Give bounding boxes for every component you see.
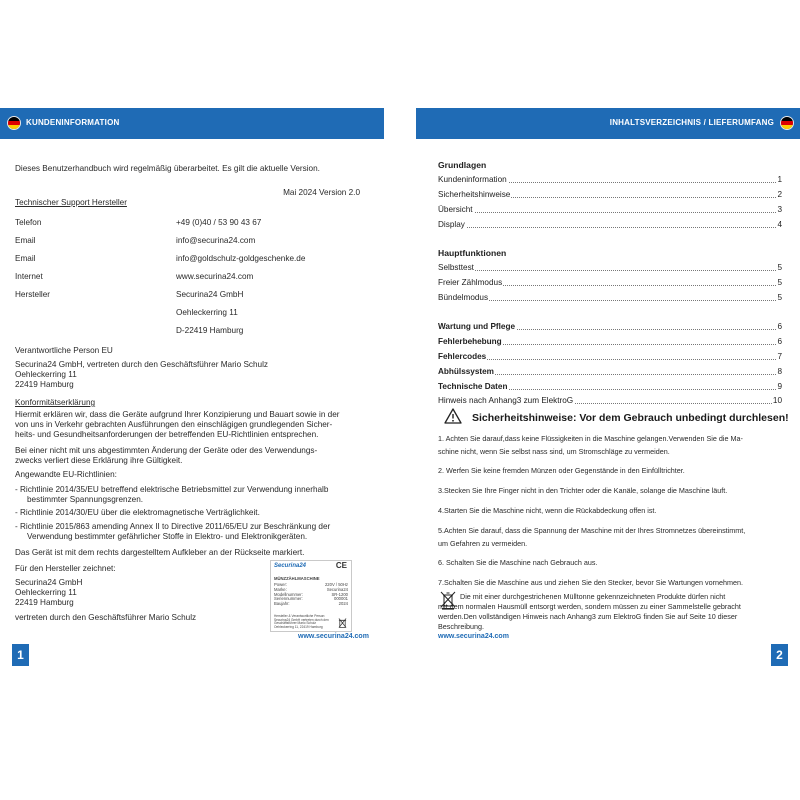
label-key: Seriennummer: — [274, 596, 303, 602]
safety-item: 3.Stecken Sie Ihre Finger nicht in den Trichter oder die Kanäle, solange die Maschine läuft. — [438, 486, 728, 495]
toc-entry-page: 7 — [777, 352, 782, 361]
toc-entry-name: Wartung und Pflege — [438, 322, 516, 331]
ce-mark: CE — [335, 561, 347, 570]
contact-value: www.securina24.com — [176, 272, 254, 281]
directive-item: - Richtlinie 2015/863 amending Annex II to Directive 2011/65/EU zur Beschränkung der — [15, 522, 331, 531]
safety-item: 1. Achten Sie darauf,dass keine Flüssigkeiten in die Maschine gelangen.Verwenden Sie die Ma- — [438, 434, 743, 443]
label-value: Securina24 — [326, 586, 348, 592]
eu-person-heading: Verantwortliche Person EU — [15, 346, 113, 355]
label-table — [274, 583, 348, 607]
validity-line: zwecks verliert diese Erklärung ihre Gültigkeit. — [15, 456, 183, 465]
validity-line: Bei einer nicht mit uns abgestimmten Änderung der Geräte oder des Verwendungs- — [15, 446, 318, 455]
disposal-line: werden.Den vollständigen Hinweis nach Anhang3 zum ElektroG finden Sie auf Seite 10 dieser — [438, 612, 738, 621]
label-value: 000001 — [334, 596, 348, 602]
support-heading: Technischer Support Hersteller — [15, 198, 127, 207]
safety-title: Sicherheitshinweise: Vor dem Gebrauch unbedingt durchlesen! — [472, 412, 789, 424]
safety-item: 7.Schalten Sie die Maschine aus und ziehen Sie den Stecker, bevor Sie Wartungen vornehmen. — [438, 578, 743, 587]
toc-entry[interactable] — [438, 174, 782, 185]
sticker-note: Das Gerät ist mit dem rechts dargestelltem Aufkleber an der Rückseite markiert. — [15, 548, 305, 557]
contact-label: Telefon — [15, 218, 42, 227]
intro-text: Dieses Benutzerhandbuch wird regelmäßig überarbeitet. Es gilt die aktuelle Version. — [15, 164, 320, 173]
signed-line: Securina24 GmbH — [15, 578, 83, 587]
toc-entry[interactable] — [438, 277, 782, 288]
contact-label: Hersteller — [15, 290, 51, 299]
toc-entry-page: 4 — [777, 220, 782, 229]
eu-person-line: Oehleckerring 11 — [15, 370, 77, 379]
website-footer: www.securina24.com — [298, 633, 369, 640]
manufacturer-address: D-22419 Hamburg — [176, 326, 244, 335]
contact-label: Email — [15, 236, 36, 245]
toc-entry-page: 2 — [777, 190, 782, 199]
label-title: MÜNZZÄHLMASCHINE — [274, 576, 320, 581]
page-number: 1 — [12, 644, 29, 666]
toc-entry-page: 8 — [777, 367, 782, 376]
toc-entry-page: 9 — [777, 382, 782, 391]
page-title: KUNDENINFORMATION — [26, 118, 120, 127]
contact-label: Internet — [15, 272, 43, 281]
safety-item: 4.Starten Sie die Maschine nicht, wenn die Rückabdeckung offen ist. — [438, 506, 657, 515]
toc-entry-page: 3 — [777, 205, 782, 214]
page-1 — [0, 108, 384, 666]
toc-entry[interactable] — [438, 204, 782, 215]
toc-entry[interactable] — [438, 395, 782, 406]
label-key: Power: — [274, 582, 288, 587]
directive-item: - Richtlinie 2014/35/EU betreffend elektrische Betriebsmittel zur Verwendung innerhalb — [15, 485, 329, 494]
contact-value: Securina24 GmbH — [176, 290, 244, 299]
safety-item: 5.Achten Sie darauf, dass die Spannung der Maschine mit der Ihres Stromnetzes übereinstimmt, — [438, 526, 746, 535]
toc-entry-name: Bündelmodus — [438, 293, 489, 302]
page-number: 2 — [771, 644, 788, 666]
directive-item: bestimmter Spannungsgrenzen. — [27, 495, 144, 504]
toc-entry[interactable] — [438, 366, 782, 377]
eu-person-line: Securina24 GmbH, vertreten durch den Geschäftsführer Mario Schulz — [15, 360, 269, 369]
toc-entry-name: Übersicht — [438, 205, 473, 214]
crossed-bin-icon — [338, 617, 347, 629]
toc-entry[interactable] — [438, 219, 782, 230]
page-title: INHALTSVERZEICHNIS / LIEFERUMFANG — [609, 118, 774, 127]
toc-entry-page: 6 — [777, 322, 782, 331]
toc-entry-name: Kundeninformation — [438, 175, 507, 184]
signed-line: 22419 Hamburg — [15, 598, 74, 607]
disposal-line: Beschreibung. — [438, 622, 484, 631]
signed-heading: Für den Hersteller zeichnet: — [15, 564, 116, 573]
toc-entry-name: Fehlercodes — [438, 352, 487, 361]
website-footer: www.securina24.com — [438, 633, 509, 640]
safety-item: schine nicht, wenn Sie selbst nass sind, um Stromschläge zu vermeiden. — [438, 447, 670, 456]
page-header — [0, 108, 384, 139]
toc-entry[interactable] — [438, 292, 782, 303]
label-value: 2024 — [338, 601, 348, 607]
toc-entry-page: 10 — [772, 396, 782, 405]
label-key: Marke: — [274, 586, 287, 592]
safety-item: 2. Werfen Sie keine fremden Münzen oder Gegenstände in den Einfülltrichter. — [438, 466, 685, 475]
label-value: 220V / 50Hz — [324, 582, 348, 587]
represented-line: vertreten durch den Geschäftsführer Mario Schulz — [15, 613, 197, 622]
conformity-line: Hiermit erklären wir, dass die Geräte aufgrund Ihrer Konzipierung und Bauart sowie in der — [15, 410, 340, 419]
page-2 — [416, 108, 800, 666]
disposal-line: Die mit einer durchgestrichenen Mülltonne gekennzeichneten Produkte dürfen nicht — [460, 592, 726, 601]
conformity-line: heits- und Gesundheitsanforderungen der betreffenden EU-Richtlinien entsprechen. — [15, 430, 319, 439]
toc-entry[interactable] — [438, 336, 782, 347]
label-address: Hersteller & Verantwortliche Person: Securina24 GmbH vertreten durch den Geschäftsführer Mario Schulz Oehleckerring 11, 22419 Hamburg — [274, 614, 329, 629]
toc-section-title: Hauptfunktionen — [438, 248, 507, 258]
toc-entry-page: 5 — [777, 278, 782, 287]
page-header — [416, 108, 800, 139]
conformity-line: von uns in Verkehr gebrachten Ausführungen den einschlägigen grundlegenden Sicher- — [15, 420, 333, 429]
label-value: SR-1200 — [331, 591, 348, 597]
safety-item: um Gefahren zu vermeiden. — [438, 539, 528, 548]
contact-value: info@goldschulz-goldgeschenke.de — [176, 254, 306, 263]
conformity-heading: Konformitätserklärung — [15, 398, 96, 407]
directive-item: Verwendung bestimmter gefährlicher Stoffe in Elektro- und Elektronikgeräten. — [27, 532, 308, 541]
toc-entry-name: Hinweis nach Anhang3 zum ElektroG — [438, 396, 574, 405]
german-flag-icon — [7, 116, 21, 130]
safety-item: 6. Schalten Sie die Maschine nach Gebrauch aus. — [438, 558, 598, 567]
toc-entry-page: 5 — [777, 263, 782, 272]
product-label-sticker — [270, 560, 352, 632]
contact-value: info@securina24.com — [176, 236, 256, 245]
german-flag-icon — [780, 116, 794, 130]
version-text: Mai 2024 Version 2.0 — [283, 188, 360, 197]
label-key: Modellnummer: — [274, 591, 303, 597]
manufacturer-address: Oehleckerring 11 — [176, 308, 238, 317]
toc-entry-page: 1 — [777, 175, 782, 184]
label-brand: Securina24 — [274, 563, 307, 569]
toc-entry-name: Fehlerbehebung — [438, 337, 502, 346]
toc-section-title: Grundlagen — [438, 160, 487, 170]
toc-entry[interactable] — [438, 381, 782, 392]
warning-icon — [444, 408, 462, 424]
toc-entry-name: Freier Zählmodus — [438, 278, 503, 287]
eu-person-line: 22419 Hamburg — [15, 380, 74, 389]
disposal-line: mit dem normalen Hausmüll entsorgt werden, sondern müssen zu einer Sammelstelle gebracht — [438, 602, 741, 611]
toc-entry-page: 6 — [777, 337, 782, 346]
contact-value: +49 (0)40 / 53 90 43 67 — [176, 218, 262, 227]
toc-entry-name: Abhülssystem — [438, 367, 494, 376]
toc-entry[interactable] — [438, 351, 782, 362]
signed-line: Oehleckerring 11 — [15, 588, 77, 597]
toc-entry-name: Selbsttest — [438, 263, 474, 272]
toc-entry-name: Display — [438, 220, 465, 229]
contact-label: Email — [15, 254, 36, 263]
toc-entry-name: Sicherheitshinweise — [438, 190, 511, 199]
toc-entry-page: 5 — [777, 293, 782, 302]
toc-entry[interactable] — [438, 189, 782, 200]
toc-entry[interactable] — [438, 262, 782, 273]
toc-entry[interactable] — [438, 321, 782, 332]
toc-entry-name: Technische Daten — [438, 382, 508, 391]
directive-item: - Richtlinie 2014/30/EU über die elektromagnetische Verträglichkeit. — [15, 508, 260, 517]
directives-heading: Angewandte EU-Richtlinien: — [15, 470, 117, 479]
label-key: Baujahr: — [274, 601, 290, 607]
